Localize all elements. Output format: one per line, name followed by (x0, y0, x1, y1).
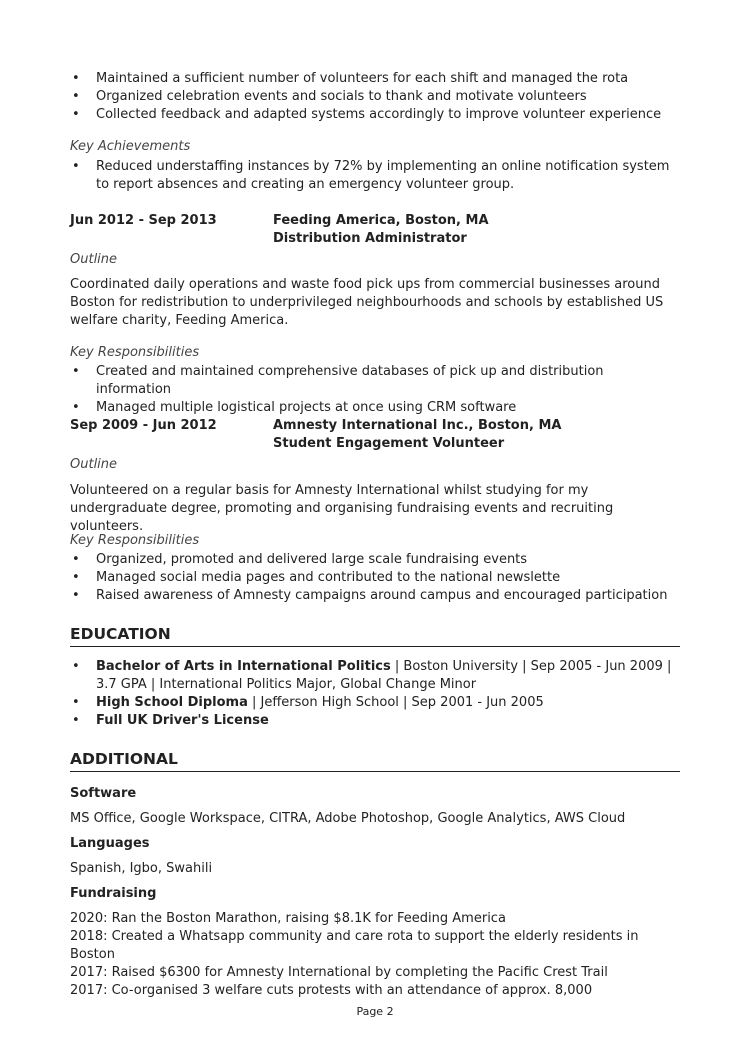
list-item: • High School Diploma | Jefferson High School | Sep 2001 - Jun 2005 (72, 695, 544, 710)
list-item: 2020: Ran the Boston Marathon, raising $8.1K for Feeding America (70, 911, 506, 926)
bullet-icon: • (72, 713, 80, 728)
bullet-icon: • (72, 400, 80, 415)
languages-heading: Languages (70, 836, 150, 851)
fundraising-list (70, 910, 680, 1000)
list-item: • Maintained a sufficient number of volunteers for each shift and managed the rota (72, 71, 629, 86)
software-list: MS Office, Google Workspace, CITRA, Adobe Photoshop, Google Analytics, AWS Cloud (70, 811, 626, 826)
bullet-icon: • (72, 364, 80, 379)
outline-heading: Outline (70, 457, 118, 472)
bullet-icon: • (72, 695, 80, 710)
list-item: • Raised awareness of Amnesty campaigns around campus and encouraged participation (72, 588, 668, 603)
degree-name: High School Diploma (96, 695, 248, 710)
degree-name: Bachelor of Arts in International Politics (96, 659, 391, 674)
education-list (70, 658, 680, 730)
degree-name: Full UK Driver's License (96, 713, 269, 728)
job-title: Student Engagement Volunteer (273, 436, 505, 451)
key-achievements-heading: Key Achievements (70, 139, 191, 154)
job-outline: Volunteered on a regular basis for Amnesty International whilst studying for my undergraduate degree, promoting and organising fundraising events and recruiting volunteers. (70, 483, 614, 534)
list-item: • Reduced understaffing instances by 72% by implementing an online notification system to report absences and creating an emergency volunteer group. (72, 159, 670, 192)
outline-heading: Outline (70, 252, 118, 267)
list-item (70, 712, 680, 730)
job-header (70, 212, 680, 248)
list-item: 2018: Created a Whatsapp community and care rota to support the elderly residents in Boston (70, 929, 639, 962)
job-employer: Amnesty International Inc., Boston, MA (273, 418, 562, 433)
job-entry (70, 417, 680, 453)
software-heading: Software (70, 786, 137, 801)
list-item: • Organized, promoted and delivered large scale fundraising events (72, 552, 528, 567)
bullet-icon: • (72, 159, 80, 174)
job-entry (70, 212, 680, 248)
job-title: Distribution Administrator (273, 231, 467, 246)
list-item: • Created and maintained comprehensive databases of pick up and distribution information (72, 364, 604, 397)
list-item: • Managed multiple logistical projects at once using CRM software (72, 400, 517, 415)
responsibilities-list (70, 363, 680, 417)
bullet-icon: • (72, 71, 80, 86)
list-item: 2017: Co-organised 3 welfare cuts protests with an attendance of approx. 8,000 (70, 983, 593, 998)
education-heading: EDUCATION (70, 624, 680, 647)
job-employer: Feeding America, Boston, MA (273, 213, 489, 228)
fundraising-heading: Fundraising (70, 886, 157, 901)
job-header (70, 417, 680, 453)
page-number: Page 2 (356, 1005, 394, 1018)
languages-list: Spanish, Igbo, Swahili (70, 861, 213, 876)
additional-heading: ADDITIONAL (70, 749, 680, 772)
prior-job-bullets (70, 70, 680, 124)
responsibilities-heading: Key Responsibilities (70, 345, 200, 360)
job-outline: Coordinated daily operations and waste food pick ups from commercial businesses around Boston for redistribution to underprivileged neighbourhoods and schools by established US welfare charity, Feeding America. (70, 277, 664, 328)
responsibilities-heading: Key Responsibilities (70, 533, 200, 548)
job-dates: Sep 2009 - Jun 2012 (70, 418, 217, 433)
key-achievements-list (70, 158, 680, 194)
list-item: 2017: Raised $6300 for Amnesty International by completing the Pacific Crest Trail (70, 965, 608, 980)
bullet-icon: • (72, 659, 80, 674)
list-item: • Organized celebration events and socials to thank and motivate volunteers (72, 89, 587, 104)
list-item: • Bachelor of Arts in International Politics | Boston University | Sep 2005 - Jun 2009 | 3.7 GPA | International Politics Major, Global Change Minor (72, 659, 672, 692)
list-item: • Managed social media pages and contributed to the national newslette (72, 570, 561, 585)
bullet-icon: • (72, 89, 80, 104)
bullet-icon: • (72, 107, 80, 122)
bullet-icon: • (72, 570, 80, 585)
list-item: • Collected feedback and adapted systems accordingly to improve volunteer experience (72, 107, 662, 122)
bullet-icon: • (72, 588, 80, 603)
responsibilities-list (70, 551, 680, 605)
bullet-icon: • (72, 552, 80, 567)
job-dates: Jun 2012 - Sep 2013 (70, 213, 217, 228)
